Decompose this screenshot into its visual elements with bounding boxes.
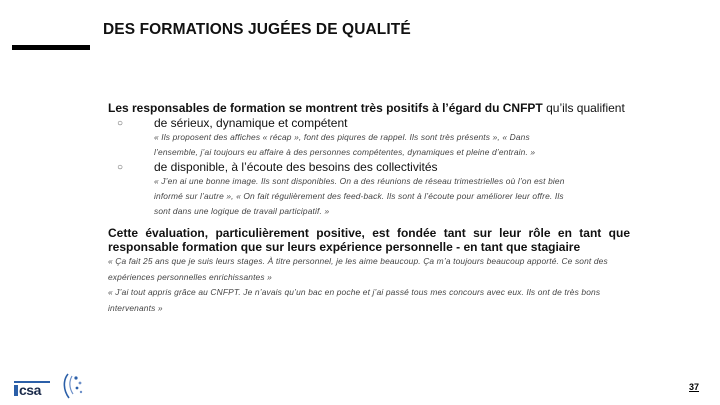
- closing-quote: « J’ai tout appris grâce au CNFPT. Je n’avais qu’un bac en poche et j’ai passé tous mes concours avec eux. Ils ont de très bons intervenants »: [108, 287, 601, 313]
- bullet-quote: [108, 130, 630, 160]
- quote-line: « Ils proposent des affiches « récap », font des piqures de rappel. Ils sont très présents », « Dans: [154, 132, 530, 142]
- slide-title: DES FORMATIONS JUGÉES DE QUALITÉ: [103, 21, 411, 38]
- title-accent-bar: [12, 45, 90, 50]
- csa-logo-text: csa: [19, 382, 41, 398]
- quote-line: « J’en ai une bonne image. Ils sont disponibles. On a des réunions de réseau trimestrielles où l’on est bien: [154, 176, 565, 186]
- cnfpt-logo: [60, 372, 86, 400]
- bullet-item: [108, 160, 630, 174]
- bullet-circle-icon: ○: [117, 162, 124, 173]
- bullet-quote: [108, 174, 630, 219]
- footer-logos: [14, 370, 86, 400]
- page-number: 37: [689, 382, 700, 392]
- bullet-item: [108, 116, 630, 130]
- slide-content: [108, 101, 630, 316]
- evaluation-paragraph: Cette évaluation, particulièrement positive, est fondée tant sur leur rôle en tant que responsable formation que sur leurs expérience personnelle - en tant que stagiaire: [108, 226, 630, 254]
- intro-text: [108, 101, 630, 116]
- bullet-text: de disponible, à l’écoute des besoins des collectivités: [154, 160, 438, 174]
- bullet-text: de sérieux, dynamique et compétent: [154, 116, 348, 130]
- quote-line: informé sur l’autre », « On fait régulièrement des feed-back. Ils sont à l’écoute pour améliorer leur offre. Ils: [154, 191, 564, 201]
- csa-logo: [14, 376, 50, 400]
- intro-bold: Les responsables de formation se montrent très positifs à l’égard du CNFPT: [108, 101, 543, 115]
- closing-quote: « Ça fait 25 ans que je suis leurs stages. À titre personnel, je les aime beaucoup. Ça m’a toujours beaucoup apporté. Ce sont des expériences personnelles enrichissantes »: [108, 256, 608, 282]
- quote-line: l’ensemble, j’ai toujours eu affaire à des personnes compétentes, dynamiques et pleine d’entrain. »: [154, 147, 536, 157]
- intro-rest: qu’ils qualifient: [542, 101, 625, 115]
- quote-line: sont dans une logique de travail participatif. »: [154, 206, 330, 216]
- bullet-circle-icon: ○: [117, 118, 124, 129]
